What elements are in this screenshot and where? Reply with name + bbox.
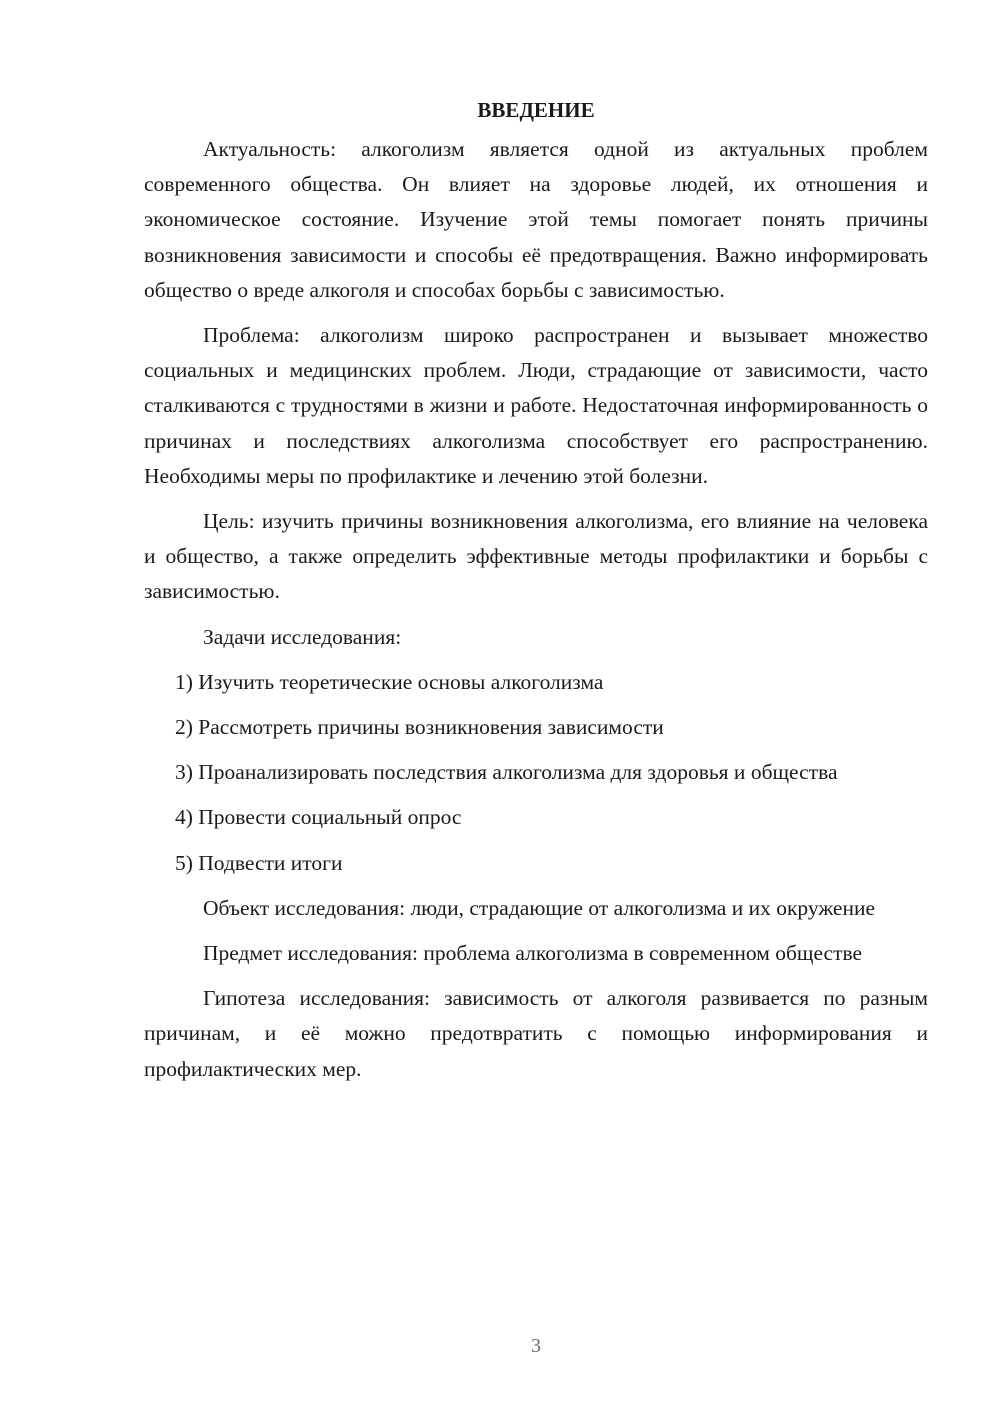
page-number: 3 — [531, 1335, 541, 1357]
task-item-5: 5) Подвести итоги — [175, 850, 343, 875]
task-item-2: 2) Рассмотреть причины возникновения зависимости — [175, 715, 664, 740]
hypothesis-paragraph: Гипотеза исследования: зависимость от алкоголя развивается по разным причинам, и её можно предотвратить с помощью информирования и профилактических мер. — [144, 986, 928, 1081]
subject-paragraph: Предмет исследования: проблема алкоголизма в современном обществе — [203, 941, 863, 966]
relevance-paragraph: Актуальность: алкоголизм является одной из актуальных проблем современного общества. Он влияет на здоровье людей, их отношения и экономическое состояние. Изучение этой темы помогает понять причины возникновения зависимости и способы её предотвращения. Важно информировать общество о вреде алкоголя и способах борьбы с зависимостью. — [144, 137, 928, 302]
task-item-3: 3) Проанализировать последствия алкоголизма для здоровья и общества — [175, 760, 838, 785]
page-title: ВВЕДЕНИЕ — [477, 98, 595, 122]
document-body — [144, 96, 928, 1087]
task-item-1: 1) Изучить теоретические основы алкоголизма — [175, 669, 604, 694]
task-item-4: 4) Провести социальный опрос — [175, 805, 462, 830]
object-paragraph: Объект исследования: люди, страдающие от алкоголизма и их окружение — [203, 895, 876, 920]
problem-paragraph: Проблема: алкоголизм широко распространен и вызывает множество социальных и медицинских проблем. Люди, страдающие от зависимости, часто сталкиваются с трудностями в жизни и работе. Недостаточная информированность о причинах и последствиях алкоголизма способствует его распространению. Необходимы меры по профилактике и лечению этой болезни. — [144, 323, 928, 488]
tasks-title: Задачи исследования: — [203, 624, 402, 649]
goal-paragraph: Цель: изучить причины возникновения алкоголизма, его влияние на человека и общество, а также определить эффективные методы профилактики и борьбы с зависимостью. — [144, 509, 928, 604]
